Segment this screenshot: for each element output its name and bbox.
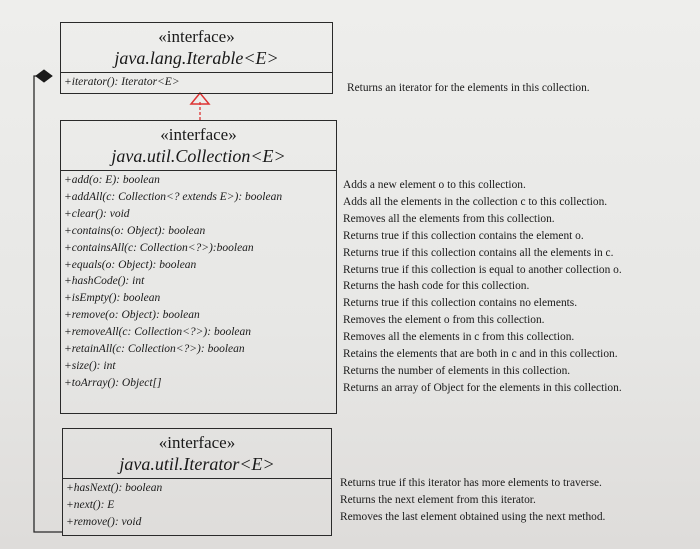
method-toarray: +toArray(): Object[] — [64, 376, 162, 389]
method-hashcode: +hashCode(): int — [64, 275, 145, 288]
desc-clear: Removes all the elements from this collection. — [343, 212, 555, 225]
desc-iterator: Returns an iterator for the elements in this collection. — [347, 82, 590, 94]
method-add: +add(o: E): boolean — [64, 174, 160, 186]
collection-descriptions — [343, 177, 622, 397]
method-clear: +clear(): void — [64, 207, 130, 220]
method-containsall: +containsAll(c: Collection<?>):boolean — [64, 241, 254, 254]
collection-header — [61, 121, 336, 171]
method-size: +size(): int — [64, 359, 116, 372]
desc-removeall: Removes all the elements in c from this collection. — [343, 331, 575, 344]
desc-contains: Returns true if this collection contains the element o. — [343, 229, 584, 242]
method-retainall: +retainAll(c: Collection<?>): boolean — [64, 343, 245, 356]
desc-toarray: Returns an array of Object for the elements in this collection. — [343, 381, 622, 394]
method-removeall: +removeAll(c: Collection<?>): boolean — [64, 326, 251, 339]
desc-remove-iterator: Removes the last element obtained using the next method. — [340, 510, 606, 523]
iterator-interface-box — [62, 428, 332, 536]
desc-hasnext: Returns true if this iterator has more elements to traverse. — [340, 477, 602, 489]
method-hasnext: +hasNext(): boolean — [66, 482, 163, 494]
iterable-interface-box — [60, 22, 333, 94]
method-iterator: +iterator(): Iterator<E> — [64, 76, 180, 88]
composition-line — [34, 76, 62, 532]
desc-remove: Removes the element o from this collection. — [343, 314, 545, 327]
method-isempty: +isEmpty(): boolean — [64, 292, 161, 305]
method-contains: +contains(o: Object): boolean — [64, 224, 206, 237]
method-next: +next(): E — [66, 498, 115, 511]
collection-stereotype: «interface» — [160, 125, 237, 144]
desc-size: Returns the number of elements in this collection. — [343, 364, 571, 377]
iterator-header — [63, 429, 331, 479]
desc-add: Adds a new element o to this collection. — [343, 179, 526, 191]
desc-isempty: Returns true if this collection contains no elements. — [343, 297, 578, 310]
desc-next: Returns the next element from this iterator. — [340, 493, 536, 506]
iterator-name: java.util.Iterator<E> — [119, 454, 275, 474]
iterator-descriptions — [340, 475, 605, 526]
iterable-stereotype: «interface» — [158, 27, 235, 46]
iterator-methods — [63, 479, 331, 532]
method-equals: +equals(o: Object): boolean — [64, 258, 197, 271]
collection-interface-box — [60, 120, 337, 414]
iterable-header — [61, 23, 332, 73]
desc-hashcode: Returns the hash code for this collection. — [343, 280, 530, 293]
desc-addall: Adds all the elements in the collection c to this collection. — [343, 195, 608, 208]
desc-equals: Returns true if this collection is equal to another collection o. — [343, 263, 622, 276]
iterator-stereotype: «interface» — [158, 433, 236, 452]
method-addall: +addAll(c: Collection<? extends E>): boolean — [64, 190, 283, 203]
method-remove: +remove(o: Object): boolean — [64, 309, 200, 322]
iterable-descriptions — [347, 80, 590, 97]
iterable-name: java.lang.Iterable<E> — [114, 48, 279, 68]
method-remove-iterator: +remove(): void — [66, 515, 142, 528]
composition-diamond-icon — [36, 70, 52, 82]
desc-retainall: Retains the elements that are both in c and in this collection. — [343, 348, 618, 361]
collection-methods — [61, 171, 336, 393]
desc-containsall: Returns true if this collection contains all the elements in c. — [343, 246, 614, 259]
iterable-methods — [61, 73, 332, 92]
collection-name: java.util.Collection<E> — [111, 146, 286, 166]
